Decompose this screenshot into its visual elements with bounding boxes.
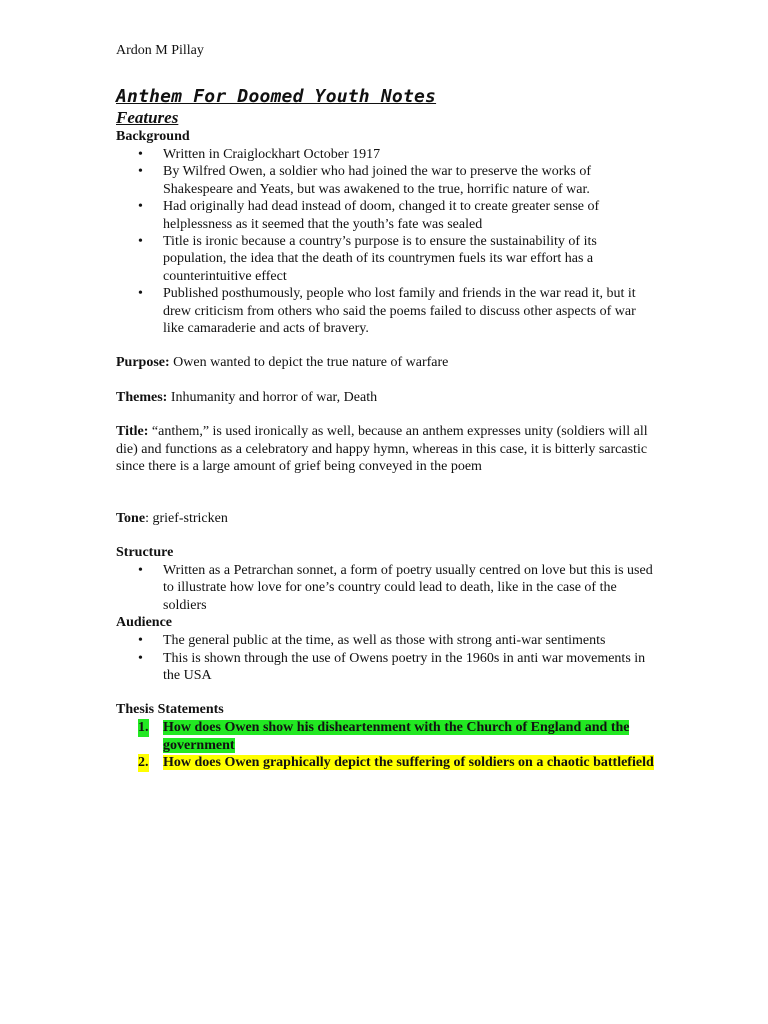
spacer [116,406,656,423]
spacer [116,527,656,544]
thesis-item [116,719,656,754]
list-item: • Had originally had dead instead of doom, changed it to create greater sense of helplessness as it seemed that the youth’s fate was sealed [116,198,656,233]
thesis-item [116,754,656,771]
background-list [116,146,656,337]
tone-label: Tone [116,510,146,526]
thesis-text: How does Owen graphically depict the suffering of soldiers on a chaotic battlefield [163,755,654,771]
purpose-text: Owen wanted to depict the true nature of warfare [169,355,449,371]
themes-label: Themes: [116,389,168,405]
thesis-section [116,701,656,771]
structure-section [116,544,656,614]
spacer [116,337,656,354]
structure-heading: Structure [116,544,174,560]
spacer [116,372,656,389]
title-label: Title: [116,424,149,440]
title-text: “anthem,” is used ironically as well, because an anthem expresses unity (soldiers will all die) and functions as a celebratory and happy hymn, whereas in this case, it is bitterly sarcastic since there is a large amount of grief being conveyed in the poem [116,424,648,475]
list-item: • Written as a Petrarchan sonnet, a form of poetry usually centred on love but this is used to illustrate how love for one’s country could lead to death, like in the case of the soldiers [116,562,656,614]
list-item: • The general public at the time, as well as those with strong anti-war sentiments [116,632,656,649]
document-page [116,40,656,772]
themes-paragraph [116,389,656,406]
thesis-text: How does Owen show his disheartenment with the Church of England and the government [163,720,630,753]
audience-heading: Audience [116,615,172,631]
purpose-paragraph [116,354,656,371]
background-heading: Background [116,129,190,144]
audience-section [116,614,656,684]
purpose-label: Purpose: [116,355,170,371]
audience-list [116,632,656,684]
thesis-number: 2. [138,755,149,771]
spacer [116,684,656,701]
list-item: • This is shown through the use of Owens poetry in the 1960s in anti war movements in the USA [116,650,656,685]
list-item: • By Wilfred Owen, a soldier who had joined the war to preserve the works of Shakespeare and Yeats, but was awakened to the true, horrific nature of war. [116,163,656,198]
author-name: Ardon M Pillay [116,43,204,58]
features-subtitle: Features [116,108,179,127]
document-title: Anthem For Doomed Youth Notes [116,86,437,107]
thesis-heading: Thesis Statements [116,702,224,718]
list-item: • Published posthumously, people who lost family and friends in the war read it, but it drew criticism from others who said the poems failed to discuss other aspects of war like camaraderie and acts of bravery. [116,285,656,337]
spacer [116,476,656,510]
thesis-list [116,719,656,771]
title-paragraph [116,423,656,475]
tone-text: : grief-stricken [145,510,228,526]
structure-list [116,562,656,614]
tone-paragraph [116,510,656,527]
background-section [116,128,656,337]
list-item: • Title is ironic because a country’s purpose is to ensure the sustainability of its population, the idea that the death of its countrymen fuels its war effort has a counterintuitive effect [116,233,656,285]
thesis-number: 1. [138,720,149,736]
list-item: • Written in Craiglockhart October 1917 [116,146,656,163]
themes-text: Inhumanity and horror of war, Death [167,389,378,405]
